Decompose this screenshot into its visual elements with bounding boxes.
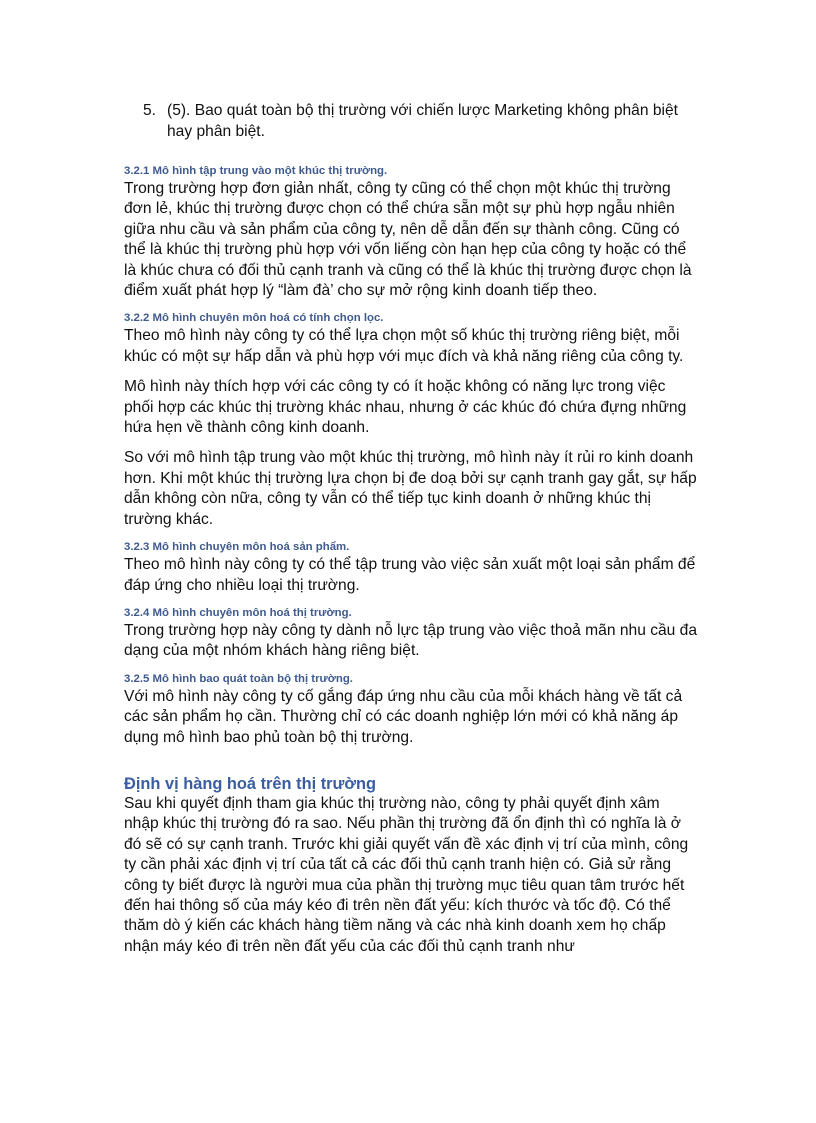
- paragraph: Trong trường hợp này công ty dành nỗ lực tập trung vào việc thoả mãn nhu cầu đa dạng của một nhóm khách hàng riêng biệt.: [124, 621, 698, 660]
- section-heading-3-2-3: 3.2.3 Mô hình chuyên môn hoá sản phẩm.: [124, 541, 350, 554]
- section-heading-positioning: Định vị hàng hoá trên thị trường: [124, 774, 377, 793]
- paragraph: Trong trường hợp đơn giản nhất, công ty cũng có thể chọn một khúc thị trường đơn lẻ, khúc thị trường được chọn có thể chứa sẵn một sự phù hợp ngẫu nhiên giữa nhu cầu và sản phẩm của công ty, nên dễ dẫn đến sự thành công. Cũng có thể là khúc thị trường phù hợp với vốn liếng còn hạn hẹp của công ty hoặc có thể là khúc chưa có đối thủ cạnh tranh và cũng có thể là khúc thị trường được chọn là điểm xuất phát hợp lý “làm đà’ cho sự mở rộng kinh doanh tiếp theo.: [124, 180, 692, 300]
- section-heading-3-2-1: 3.2.1 Mô hình tập trung vào một khúc thị trường.: [124, 165, 388, 177]
- paragraph: Sau khi quyết định tham gia khúc thị trường nào, công ty phải quyết định xâm nhập khúc thị trường đó ra sao. Nếu phần thị trường đã ổn định thì có nghĩa là ở đó sẽ có sự cạnh tranh. Trước khi giải quyết vấn đề xác định vị trí của mình, công ty cần phải xác định vị trí của tất cả các đối thủ cạnh tranh hiện có. Giả sử rằng công ty biết được là người mua của phần thị trường mục tiêu quan tâm trước hết đến hai thông số của máy kéo đi trên nền đất yếu: kích thước và tốc độ. Có thể thăm dò ý kiến các khách hàng tiềm năng và các nhà kinh doanh xem họ chấp nhận máy kéo đi trên nền đất yếu của các đối thủ cạnh tranh như: [124, 794, 689, 955]
- list-item: [124, 100, 698, 142]
- paragraph: Theo mô hình này công ty có thể tập trung vào việc sản xuất một loại sản phẩm để đáp ứng cho nhiều loại thị trường.: [124, 556, 696, 594]
- paragraph: So với mô hình tập trung vào một khúc thị trường, mô hình này ít rủi ro kinh doanh hơn. Khi một khúc thị trường lựa chọn bị đe doạ bởi sự cạnh tranh gay gắt, sự hấp dẫn không còn nữa, công ty vẫn có thể tiếp tục kinh doanh ở những khúc thị trường khác.: [124, 449, 697, 528]
- paragraph: Theo mô hình này công ty có thể lựa chọn một số khúc thị trường riêng biệt, mỗi khúc có một sự hấp dẫn và phù hợp với mục đích và khả năng riêng của công ty.: [124, 327, 684, 365]
- paragraph: Với mô hình này công ty cố gắng đáp ứng nhu cầu của mỗi khách hàng về tất cả các sản phẩm họ cần. Thường chỉ có các doanh nghiệp lớn mới có khả năng áp dụng mô hình bao phủ toàn bộ thị trường.: [124, 687, 683, 746]
- page-content: [124, 100, 698, 967]
- section-heading-3-2-5: 3.2.5 Mô hình bao quát toàn bộ thị trường.: [124, 672, 353, 685]
- paragraph: Mô hình này thích hợp với các công ty có ít hoặc không có năng lực trong việc phối hợp các khúc thị trường khác nhau, nhưng ở các khúc đó chứa đựng những hứa hẹn về thành công kinh doanh.: [124, 378, 687, 437]
- section-heading-3-2-2: 3.2.2 Mô hình chuyên môn hoá có tính chọn lọc.: [124, 312, 384, 325]
- list-number: 5.: [143, 102, 157, 119]
- list-item-text: (5). Bao quát toàn bộ thị trường với chiến lược Marketing không phân biệt hay phân biệt.: [167, 102, 678, 140]
- section-heading-3-2-4: 3.2.4 Mô hình chuyên môn hoá thị trường.: [124, 606, 352, 619]
